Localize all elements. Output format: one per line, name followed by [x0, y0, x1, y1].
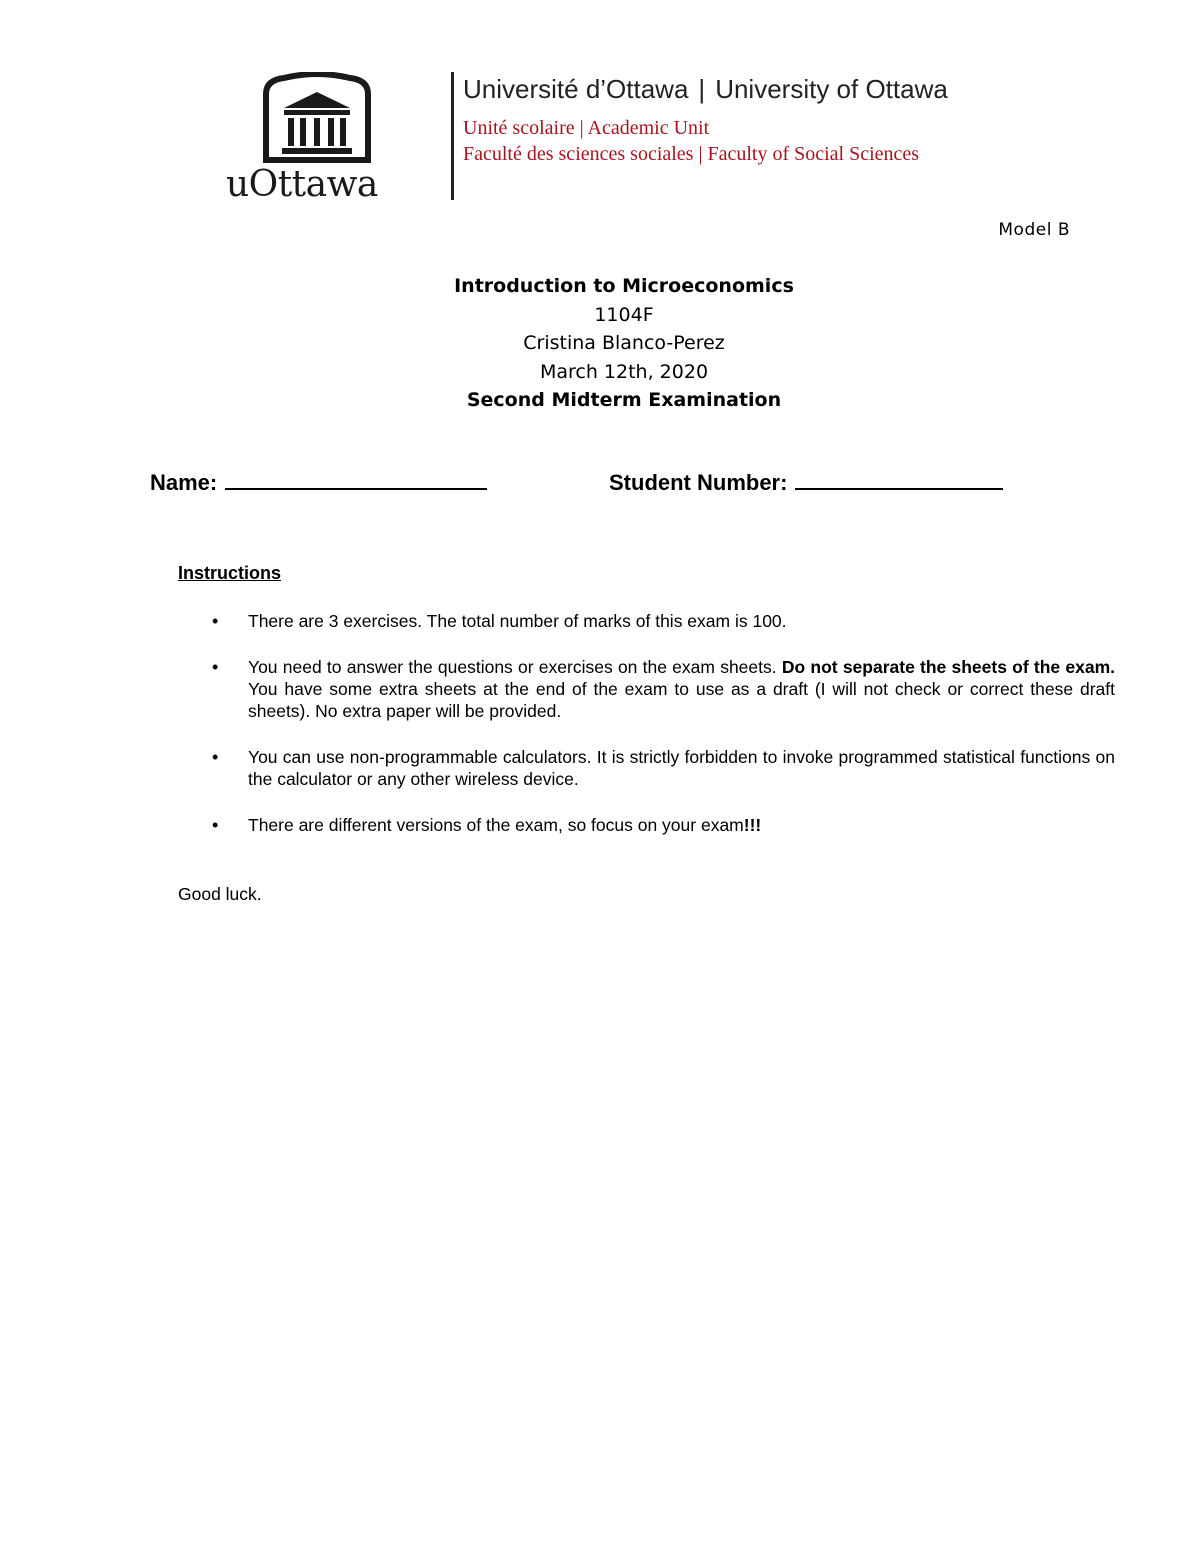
instructions-list [212, 610, 1115, 860]
course-code: 1104F [594, 303, 654, 326]
list-item: • You can use non-programmable calculators. It is strictly forbidden to invoke programmed statistical functions on the calculator or any other wireless device. [212, 747, 1115, 789]
bullet-icon: • [212, 747, 219, 767]
list-item: • You need to answer the questions or exercises on the exam sheets. Do not separate the sheets of the exam. You have some extra sheets at the end of the exam to use as a draft (I will not check or correct these draft sheets). No extra paper will be provided. [212, 657, 1115, 721]
instructions-heading: Instructions [178, 563, 282, 583]
exam-model-label: Model B [998, 220, 1070, 240]
exam-name: Second Midterm Examination [466, 389, 782, 412]
title-separator: | [698, 74, 706, 104]
bullet-icon: • [212, 657, 219, 677]
name-blank-line [225, 468, 487, 490]
university-name-en: University of Ottawa [715, 74, 948, 104]
header-divider [451, 72, 454, 200]
name-label: Name: [150, 470, 218, 495]
instructor-name: Cristina Blanco-Perez [523, 332, 725, 355]
exam-date: March 12th, 2020 [539, 360, 709, 383]
bullet-icon: • [212, 815, 219, 835]
course-title: Introduction to Microeconomics [454, 275, 794, 297]
list-item: • There are different versions of the exam, so focus on your exam!!! [212, 815, 762, 835]
student-number-field [609, 468, 1003, 496]
academic-unit-line: Unité scolaire | Academic Unit [463, 117, 710, 139]
university-title [463, 74, 948, 105]
list-item: • There are 3 exercises. The total number of marks of this exam is 100. [212, 611, 787, 631]
bullet-icon: • [212, 611, 219, 631]
logo-wordmark: uOttawa [226, 164, 378, 205]
name-field [150, 468, 487, 496]
exam-title-block [0, 272, 1200, 415]
student-number-blank-line [795, 468, 1003, 490]
student-number-label: Student Number: [609, 470, 788, 495]
faculty-line: Faculté des sciences sociales | Faculty of Social Sciences [463, 143, 920, 165]
tabaret-building-icon [262, 72, 372, 164]
university-name-fr: Université d’Ottawa [463, 74, 689, 104]
closing-text: Good luck. [178, 884, 262, 904]
